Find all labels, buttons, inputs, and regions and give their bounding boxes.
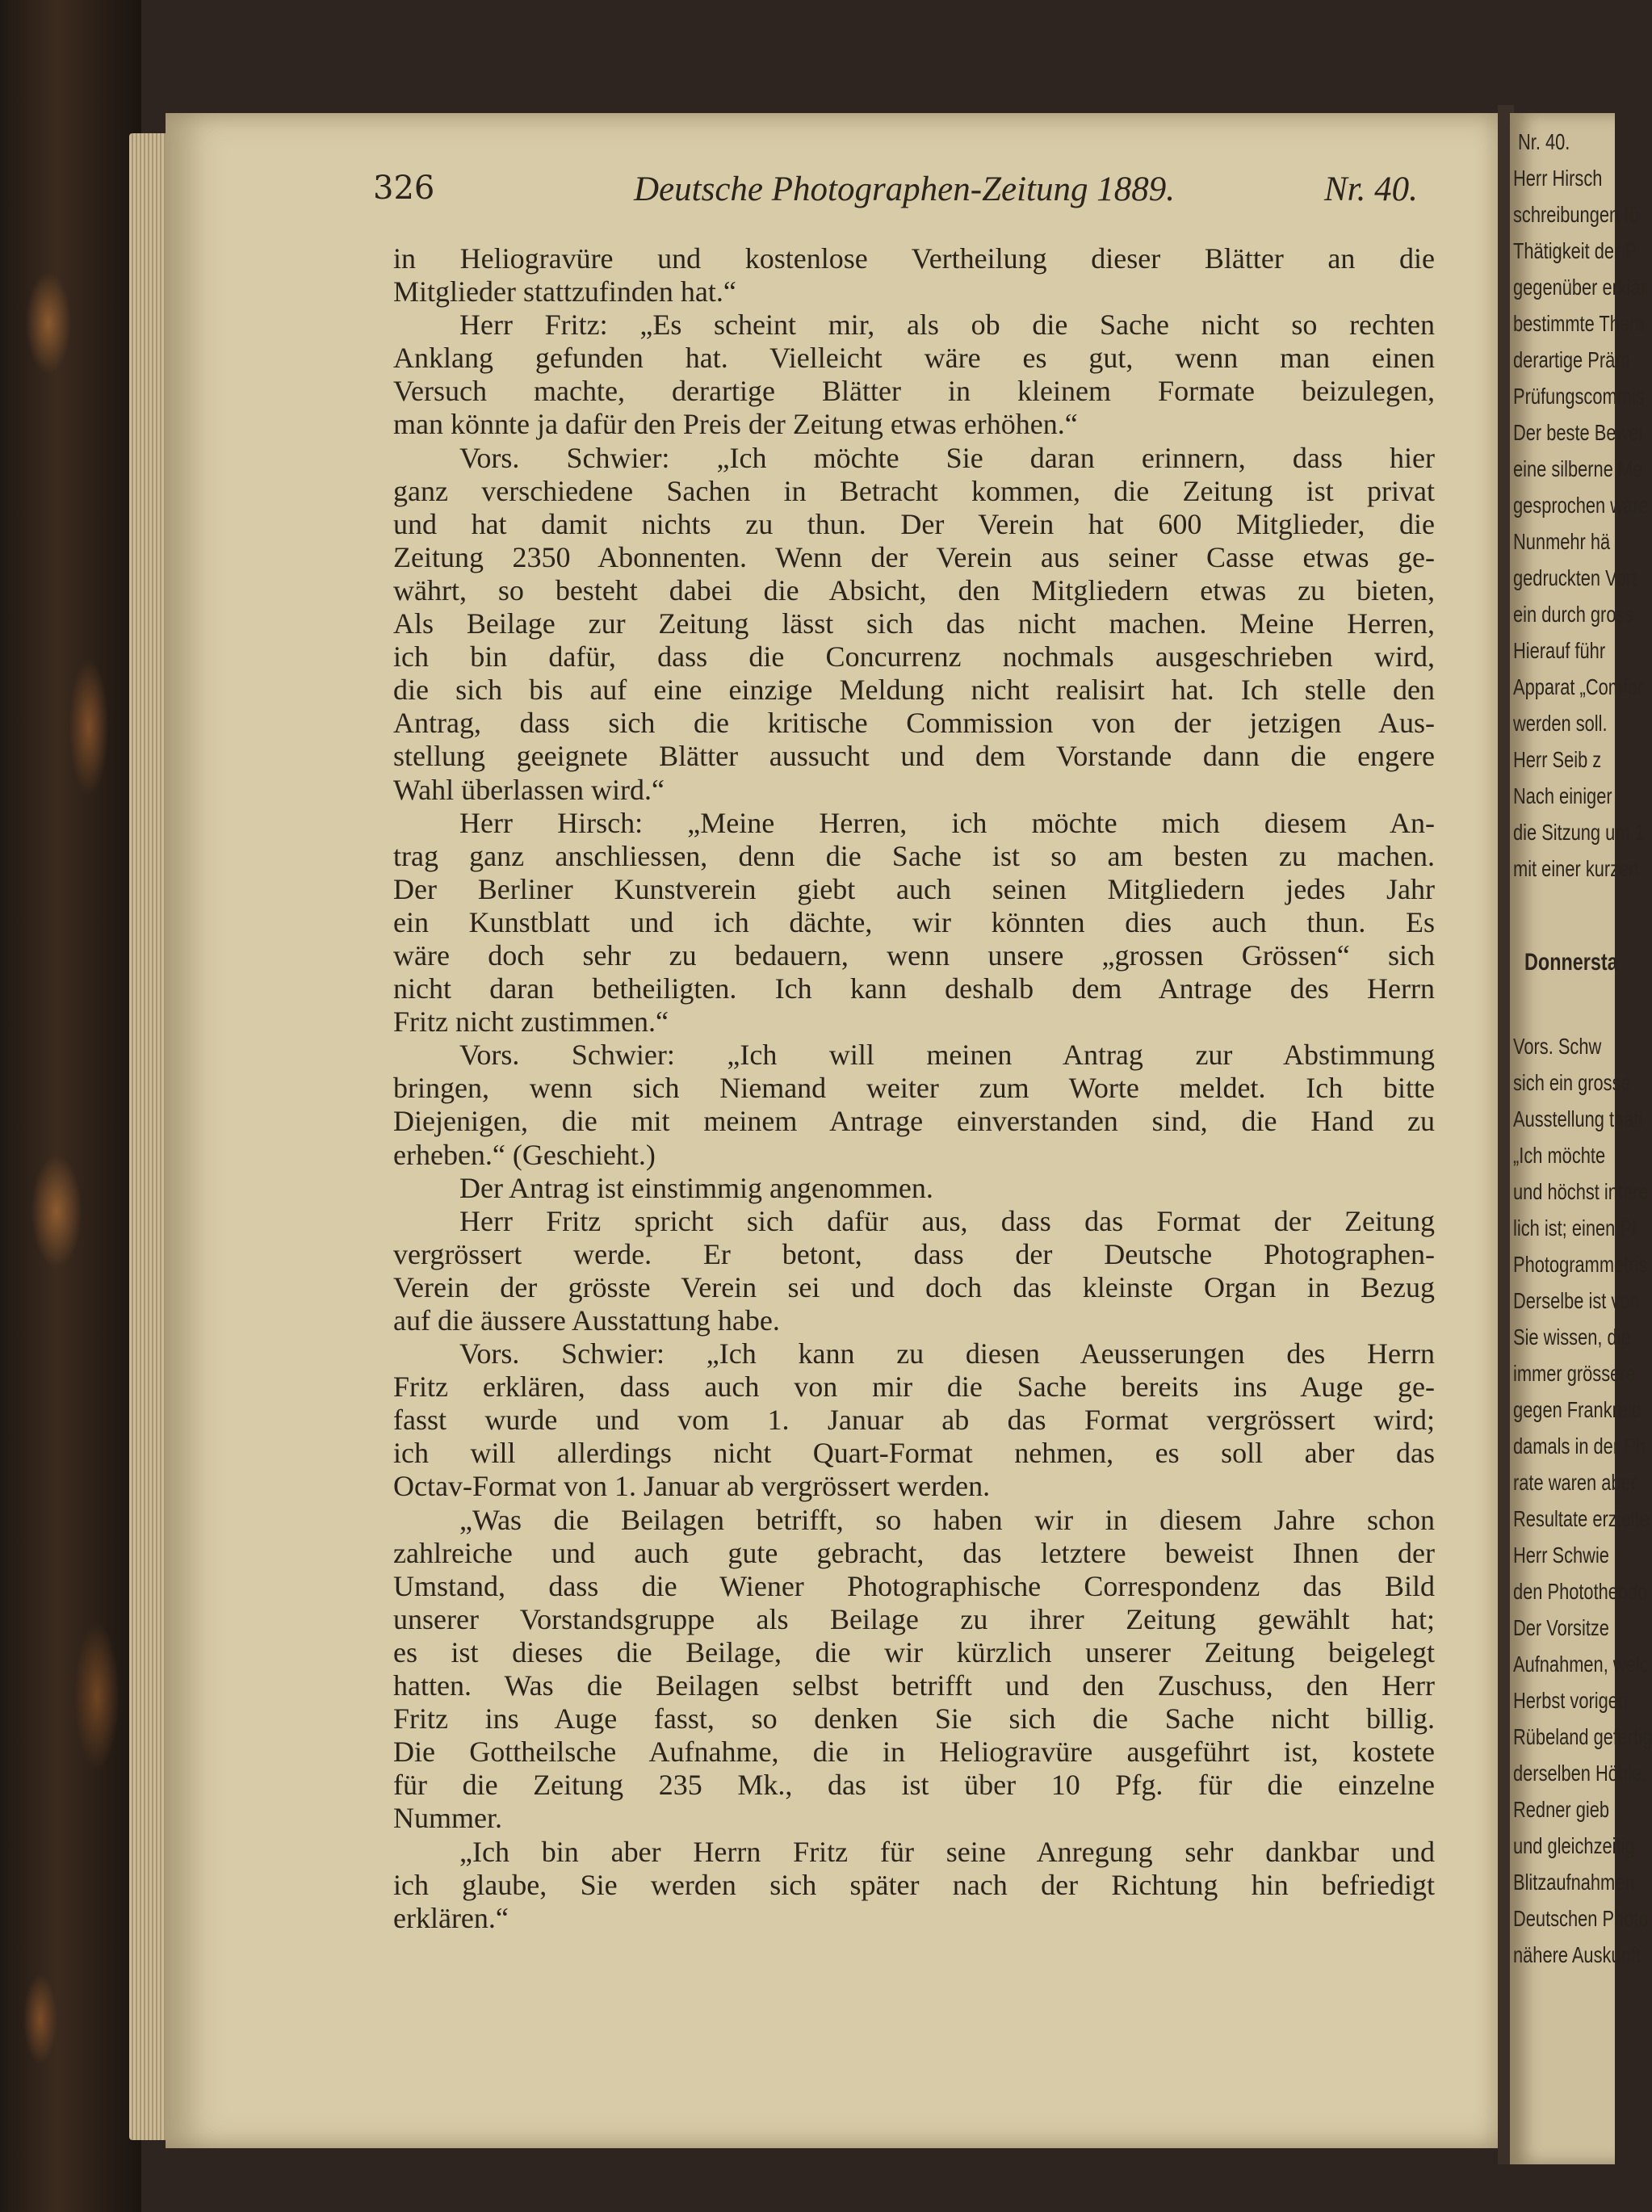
- facing-page-line: mit einer kurzen: [1513, 856, 1639, 881]
- text-line: man könnte ja dafür den Preis der Zeitung etwas erhöhen.“: [393, 408, 1078, 441]
- facing-page-line: Resultate erzielte: [1513, 1506, 1650, 1531]
- facing-page-line: Herr Seib z: [1513, 747, 1602, 772]
- text-line: Octav-Format von 1. Januar ab vergrössert werden.: [393, 1470, 991, 1503]
- text-line: Umstand, dass die Wiener Photographische Correspondenz das Bild: [393, 1569, 1435, 1602]
- text-line: Herr Hirsch: „Meine Herren, ich möchte mich diesem An-: [459, 806, 1435, 839]
- facing-page-line: Thätigkeit der P: [1513, 238, 1637, 263]
- facing-page-line: Photogrammetris: [1513, 1252, 1648, 1277]
- text-line: Herr Fritz: „Es scheint mir, als ob die Sache nicht so rechten: [459, 309, 1435, 342]
- text-line: erklären.“: [393, 1901, 509, 1934]
- text-line: es ist dieses die Beilage, die wir kürzlich unserer Zeitung beigelegt: [393, 1635, 1435, 1668]
- text-line: Wahl überlassen wird.“: [393, 773, 665, 806]
- facing-page-line: Rübeland gefertig: [1513, 1724, 1652, 1749]
- facing-page-line: Nach einiger: [1513, 783, 1612, 808]
- text-line: trag ganz anschliessen, denn die Sache ist so am besten zu machen.: [393, 839, 1435, 872]
- text-line: ein Kunstblatt und ich dächte, wir könnten dies auch thun. Es: [393, 905, 1435, 938]
- text-line: vergrössert werde. Er betont, dass der Deutsche Photographen-: [393, 1237, 1435, 1270]
- text-line: Nummer.: [393, 1802, 502, 1835]
- facing-page-line: damals in der Ph: [1513, 1433, 1646, 1459]
- text-line: unserer Vorstandsgruppe als Beilage zu ihrer Zeitung gewählt hat;: [393, 1602, 1435, 1635]
- facing-page-line: lich ist; einen Pl: [1513, 1215, 1636, 1240]
- facing-page-line: Vors. Schw: [1513, 1034, 1602, 1059]
- text-line: Der Antrag ist einstimmig angenommen.: [459, 1171, 933, 1204]
- facing-page-line: die Sitzung um 1: [1513, 820, 1645, 845]
- text-line: Mitglieder stattzufinden hat.“: [393, 275, 736, 309]
- text-line: Der Berliner Kunstverein giebt auch seinen Mitgliedern jedes Jahr: [393, 872, 1435, 905]
- text-line: Antrag, dass sich die kritische Commission von der jetzigen Aus-: [393, 707, 1435, 740]
- issue-number: Nr. 40.: [1324, 170, 1418, 208]
- text-line: auf die äussere Ausstattung habe.: [393, 1304, 780, 1337]
- facing-page-line: Ausstellung thäti: [1513, 1106, 1643, 1131]
- facing-page-line: Prüfungscommis: [1513, 384, 1645, 409]
- text-line: Diejenigen, die mit meinem Antrage einverstanden sind, die Hand zu: [393, 1105, 1435, 1138]
- text-line: Herr Fritz spricht sich dafür aus, dass das Format der Zeitung: [459, 1204, 1435, 1237]
- facing-page-line: ein durch gross: [1513, 602, 1634, 627]
- facing-page: [1510, 113, 1652, 2164]
- text-line: wäre doch sehr zu bedauern, wenn unsere „grossen Grössen“ sich: [393, 938, 1435, 972]
- facing-page-line: gedruckten Vort: [1513, 565, 1637, 590]
- facing-page-line: werden soll.: [1513, 711, 1608, 736]
- text-line: währt, so besteht dabei die Absicht, den Mitgliedern etwas zu bieten,: [393, 573, 1435, 607]
- facing-page-line: Derselbe ist von: [1513, 1288, 1640, 1313]
- facing-page-line: Der Vorsitze: [1513, 1615, 1609, 1640]
- facing-page-line: Deutschen Photo: [1513, 1906, 1649, 1931]
- text-line: Verein der grösste Verein sei und doch das kleinste Organ in Bezug: [393, 1270, 1435, 1303]
- text-line: hatten. Was die Beilagen selbst betrifft und den Zuschuss, den Herr: [393, 1669, 1435, 1702]
- text-line: Fritz nicht zustimmen.“: [393, 1005, 669, 1039]
- text-line: und hat damit nichts zu thun. Der Verein hat 600 Mitglieder, die: [393, 507, 1435, 540]
- text-line: nicht daran betheiligten. Ich kann deshalb dem Antrage des Herrn: [393, 972, 1435, 1005]
- text-line: bringen, wenn sich Niemand weiter zum Worte meldet. Ich bitte: [393, 1072, 1435, 1105]
- text-line: in Heliogravüre und kostenlose Vertheilung dieser Blätter an die: [393, 242, 1435, 275]
- text-line: für die Zeitung 235 Mk., das ist über 10 Pfg. für die einzelne: [393, 1769, 1435, 1802]
- facing-page-line: Hierauf führ: [1513, 638, 1606, 663]
- text-line: Zeitung 2350 Abonnenten. Wenn der Verein aus seiner Casse etwas ge-: [393, 540, 1435, 573]
- facing-page-line: Blitzaufnahmen: [1513, 1870, 1635, 1895]
- facing-page-line: Herr Schwie: [1513, 1543, 1609, 1568]
- text-line: Als Beilage zur Zeitung lässt sich das nicht machen. Meine Herren,: [393, 607, 1435, 640]
- facing-page-line: gegenüber erklär: [1513, 275, 1647, 300]
- text-line: Vors. Schwier: „Ich kann zu diesen Aeusserungen des Herrn: [459, 1337, 1435, 1370]
- text-line: Fritz ins Auge fasst, so denken Sie sich die Sache nicht billig.: [393, 1702, 1435, 1736]
- facing-page-line: gesprochen wäre: [1513, 493, 1649, 518]
- facing-page-line: derselben Höhle,: [1513, 1761, 1647, 1786]
- body-text: [393, 242, 1435, 1935]
- facing-page-line: und höchst intere: [1513, 1179, 1649, 1204]
- facing-page-line: Herbst vorigen: [1513, 1688, 1629, 1713]
- facing-page-line: bestimmte Them: [1513, 311, 1645, 336]
- facing-page-line: rate waren aber: [1513, 1470, 1637, 1495]
- text-line: die sich bis auf eine einzige Meldung nicht realisirt hat. Ich stelle den: [393, 674, 1435, 707]
- text-line: „Ich bin aber Herrn Fritz für seine Anregung sehr dankbar und: [459, 1835, 1435, 1868]
- facing-page-line: Sie wissen, die: [1513, 1324, 1631, 1349]
- facing-page-line: den Phototheodo: [1513, 1579, 1648, 1604]
- facing-page-line: und gleichzeitig: [1513, 1833, 1635, 1858]
- text-line: Vors. Schwier: „Ich möchte Sie daran erinnern, dass hier: [459, 441, 1435, 474]
- text-line: ich bin dafür, dass die Concurrenz nochmals ausgeschrieben wird,: [393, 640, 1435, 674]
- facing-page-line: Donnersta: [1524, 949, 1618, 976]
- facing-page-line: Nr. 40.: [1518, 129, 1570, 154]
- facing-page-line: eine silberne Me: [1513, 456, 1643, 481]
- facing-page-line: immer grössere: [1513, 1361, 1636, 1386]
- facing-page-line: sich ein grosse: [1513, 1070, 1631, 1095]
- text-line: Versuch machte, derartige Blätter in kleinem Formate beizulegen,: [393, 375, 1435, 408]
- facing-page-line: Herr Hirsch: [1513, 166, 1603, 191]
- text-line: Fritz erklären, dass auch von mir die Sache bereits ins Auge ge-: [393, 1370, 1435, 1404]
- text-line: fasst wurde und vom 1. Januar ab das Format vergrössert wird;: [393, 1404, 1435, 1437]
- facing-page-line: Apparat „Comfor: [1513, 674, 1644, 699]
- text-line: ich will allerdings nicht Quart-Format nehmen, es soll aber das: [393, 1437, 1435, 1470]
- text-line: Vors. Schwier: „Ich will meinen Antrag zur Abstimmung: [459, 1039, 1435, 1072]
- facing-page-line: schreibungen fü: [1513, 202, 1639, 227]
- journal-title: Deutsche Photographen-Zeitung 1889.: [634, 170, 1175, 208]
- text-line: ganz verschiedene Sachen in Betracht kommen, die Zeitung ist privat: [393, 474, 1435, 507]
- book-binding-edge: [0, 0, 141, 2212]
- facing-page-line: „Ich möchte: [1513, 1143, 1606, 1168]
- page-number: 326: [373, 170, 435, 207]
- text-line: zahlreiche und auch gute gebracht, das letztere beweist Ihnen der: [393, 1536, 1435, 1569]
- text-line: ich glaube, Sie werden sich später nach der Richtung hin befriedigt: [393, 1868, 1435, 1901]
- facing-page-line: derartige Präm: [1513, 347, 1630, 372]
- text-line: „Was die Beilagen betrifft, so haben wir in diesem Jahre schon: [459, 1503, 1435, 1536]
- text-line: Anklang gefunden hat. Vielleicht wäre es gut, wenn man einen: [393, 342, 1435, 375]
- facing-page-line: gegen Frankreic: [1513, 1397, 1641, 1422]
- facing-page-line: Nunmehr hä: [1513, 529, 1611, 554]
- facing-page-line: nähere Auskunft: [1513, 1942, 1641, 1967]
- text-line: erheben.“ (Geschieht.): [393, 1138, 656, 1171]
- facing-page-line: Der beste Bewei: [1513, 420, 1643, 445]
- facing-page-line: Aufnahmen, welc: [1513, 1652, 1649, 1677]
- text-line: Die Gottheilsche Aufnahme, die in Heliogravüre ausgeführt ist, kostete: [393, 1736, 1435, 1769]
- text-line: stellung geeignete Blätter aussucht und dem Vorstande dann die engere: [393, 740, 1435, 773]
- facing-page-line: Redner gieb: [1513, 1797, 1609, 1822]
